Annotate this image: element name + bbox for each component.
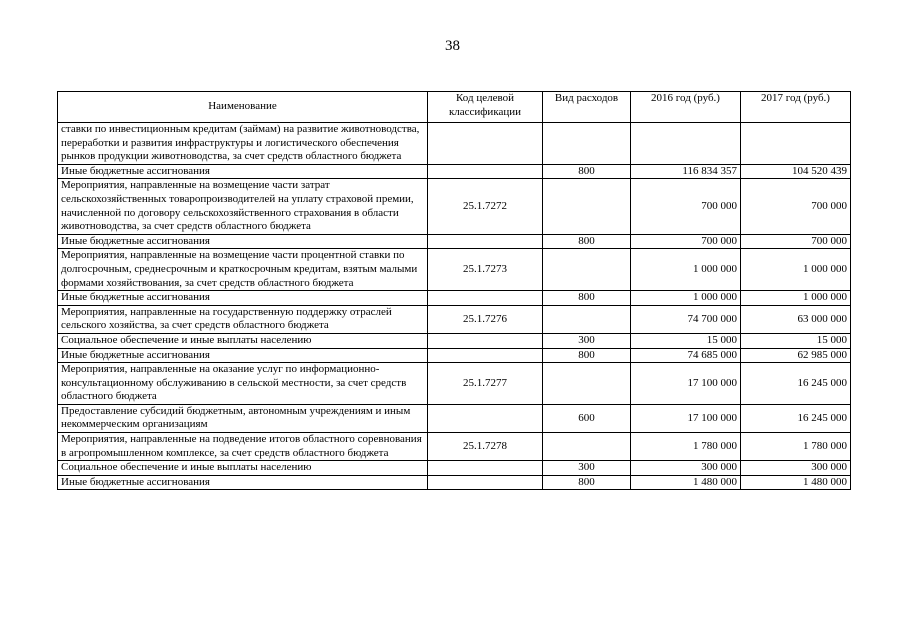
cell-y2017: 1 000 000 xyxy=(741,249,851,291)
cell-name: Иные бюджетные ассигнования xyxy=(58,234,428,249)
cell-y2016 xyxy=(631,123,741,165)
cell-vid xyxy=(543,305,631,333)
cell-code: 25.1.7277 xyxy=(428,363,543,405)
cell-code xyxy=(428,234,543,249)
page-number: 38 xyxy=(445,38,460,54)
cell-y2016: 15 000 xyxy=(631,333,741,348)
table-row xyxy=(58,234,851,249)
cell-vid xyxy=(543,249,631,291)
cell-y2017: 63 000 000 xyxy=(741,305,851,333)
header-code: Код целевой классификации xyxy=(428,92,543,123)
header-vid: Вид расходов xyxy=(543,92,631,123)
cell-name: Предоставление субсидий бюджетным, автономным учреждениям и иным некоммерческим организациям xyxy=(58,404,428,432)
table-row xyxy=(58,404,851,432)
cell-y2016: 300 000 xyxy=(631,461,741,476)
cell-y2017: 1 000 000 xyxy=(741,291,851,306)
cell-y2017: 15 000 xyxy=(741,333,851,348)
cell-y2016: 116 834 357 xyxy=(631,164,741,179)
cell-code xyxy=(428,461,543,476)
table-row xyxy=(58,164,851,179)
table-row xyxy=(58,305,851,333)
cell-y2016: 1 480 000 xyxy=(631,475,741,490)
cell-vid: 800 xyxy=(543,291,631,306)
cell-name: Социальное обеспечение и иные выплаты населению xyxy=(58,461,428,476)
cell-vid xyxy=(543,123,631,165)
cell-y2017: 16 245 000 xyxy=(741,404,851,432)
cell-y2017: 700 000 xyxy=(741,234,851,249)
cell-name: Мероприятия, направленные на возмещение части процентной ставки по долгосрочным, среднесрочным и краткосрочным кредитам, взятым малыми формами хозяйствования, за счет средств областного бюджета xyxy=(58,249,428,291)
cell-code xyxy=(428,164,543,179)
cell-name: ставки по инвестиционным кредитам (займам) на развитие животноводства, переработки и развития инфраструктуры и логистического обеспечения рынков продукции животноводства, за счет средств областного бюджета xyxy=(58,123,428,165)
cell-vid: 600 xyxy=(543,404,631,432)
table-row xyxy=(58,123,851,165)
cell-y2017: 1 480 000 xyxy=(741,475,851,490)
cell-y2016: 700 000 xyxy=(631,234,741,249)
header-name: Наименование xyxy=(58,92,428,123)
cell-y2016: 1 000 000 xyxy=(631,249,741,291)
cell-vid: 300 xyxy=(543,461,631,476)
cell-code: 25.1.7272 xyxy=(428,179,543,234)
cell-code xyxy=(428,348,543,363)
cell-y2016: 700 000 xyxy=(631,179,741,234)
cell-code: 25.1.7278 xyxy=(428,433,543,461)
cell-code xyxy=(428,333,543,348)
cell-vid: 300 xyxy=(543,333,631,348)
cell-code xyxy=(428,291,543,306)
table-row xyxy=(58,461,851,476)
cell-y2017: 16 245 000 xyxy=(741,363,851,405)
table-row xyxy=(58,348,851,363)
cell-vid: 800 xyxy=(543,164,631,179)
cell-y2017: 700 000 xyxy=(741,179,851,234)
cell-name: Мероприятия, направленные на оказание услуг по информационно-консультационному обслуживанию в сельской местности, за счет средств областного бюджета xyxy=(58,363,428,405)
cell-y2016: 74 700 000 xyxy=(631,305,741,333)
cell-name: Иные бюджетные ассигнования xyxy=(58,475,428,490)
cell-vid: 800 xyxy=(543,475,631,490)
cell-y2016: 17 100 000 xyxy=(631,363,741,405)
table-row xyxy=(58,363,851,405)
table-row xyxy=(58,433,851,461)
header-2017: 2017 год (руб.) xyxy=(741,92,851,123)
cell-vid xyxy=(543,433,631,461)
cell-code xyxy=(428,404,543,432)
cell-y2017: 62 985 000 xyxy=(741,348,851,363)
table-row xyxy=(58,249,851,291)
cell-code xyxy=(428,475,543,490)
table-header-row xyxy=(58,92,851,123)
cell-y2016: 17 100 000 xyxy=(631,404,741,432)
cell-name: Мероприятия, направленные на возмещение части затрат сельскохозяйственных товаропроизводителей на уплату страховой премии, начисленной по договору сельскохозяйственного страхования в области животноводства, за счет средств областного бюджета xyxy=(58,179,428,234)
cell-vid xyxy=(543,179,631,234)
header-2016: 2016 год (руб.) xyxy=(631,92,741,123)
table-row xyxy=(58,179,851,234)
cell-name: Иные бюджетные ассигнования xyxy=(58,291,428,306)
cell-name: Иные бюджетные ассигнования xyxy=(58,164,428,179)
cell-code: 25.1.7273 xyxy=(428,249,543,291)
cell-code: 25.1.7276 xyxy=(428,305,543,333)
cell-y2016: 1 780 000 xyxy=(631,433,741,461)
table-row xyxy=(58,475,851,490)
cell-y2017: 1 780 000 xyxy=(741,433,851,461)
cell-y2017 xyxy=(741,123,851,165)
cell-y2017: 300 000 xyxy=(741,461,851,476)
cell-name: Мероприятия, направленные на подведение итогов областного соревнования в агропромышленном комплексе, за счет средств областного бюджета xyxy=(58,433,428,461)
cell-code xyxy=(428,123,543,165)
cell-vid: 800 xyxy=(543,234,631,249)
cell-y2016: 74 685 000 xyxy=(631,348,741,363)
cell-name: Иные бюджетные ассигнования xyxy=(58,348,428,363)
cell-name: Социальное обеспечение и иные выплаты населению xyxy=(58,333,428,348)
cell-y2016: 1 000 000 xyxy=(631,291,741,306)
table-row xyxy=(58,333,851,348)
cell-y2017: 104 520 439 xyxy=(741,164,851,179)
cell-vid: 800 xyxy=(543,348,631,363)
cell-vid xyxy=(543,363,631,405)
budget-table xyxy=(57,91,851,490)
table-row xyxy=(58,291,851,306)
cell-name: Мероприятия, направленные на государственную поддержку отраслей сельского хозяйства, за счет средств областного бюджета xyxy=(58,305,428,333)
